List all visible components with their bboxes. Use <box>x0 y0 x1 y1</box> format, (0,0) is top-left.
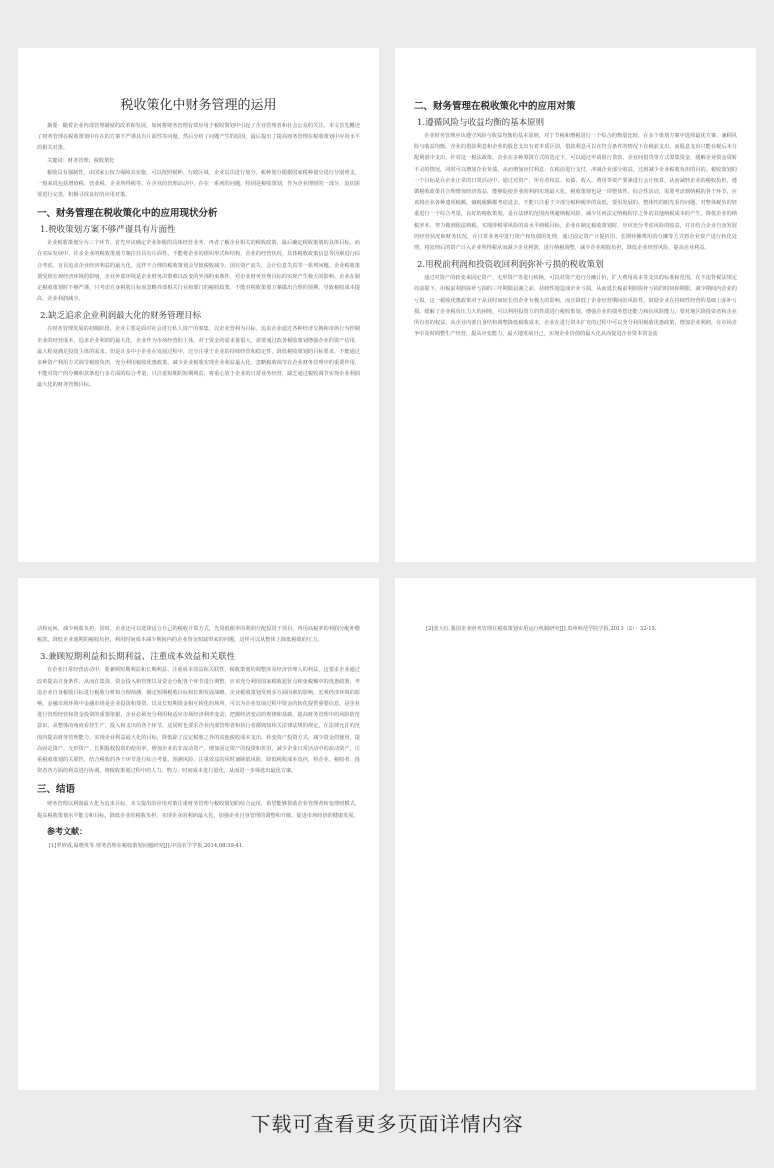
document-title: 税收策化中财务管理的运用 <box>120 98 277 113</box>
body-paragraph: 动和运转，减少税收负担，同时，企业还可以选择适合自己的税收计算方式，先用低税率的利润分配投资于项目，再用高税率的利润分配补缴税款，降低企业通期的税收负担，利用时间成本减少期间内的企业资金短缺带来的问题，这样可以从整体上降低税收的压力。 <box>37 626 360 644</box>
subsection-heading: 2.缺乏追求企业利润最大化的财务管理目标 <box>40 311 202 322</box>
section-heading: 二、财务管理在税收策化中的应用对策 <box>414 101 576 112</box>
references-heading: 参考文献： <box>47 826 87 836</box>
body-paragraph: 通过对资产的转变来固定资产、无形资产等进行转换，可以对资产进行分摊计价，扩大费用成本等支出的标准和范围，在不违背税法规定的前提下，用税前利润弥补亏损的三年期限届满之前，持续性地造成企业亏损，从而延长税前利润弥补亏损的时间和期限，减少期间内企业的亏损，这一税收优惠政策对于从业时间较长的企业有极大的影响，而且降低了企业经营期间的风险性，鼓励企业在持续性经营的基础上弥补亏损，缓解了企业税负压力大的困境，可以利用投资方的性质进行税收策划，增强企业的债务偿还能力和抗风险能力，要对地区降投资者和企业所有者的权益，从企业内部自身结构调整降低税收成本，企业在进行资本扩充的过程中可以充分利用税收优惠政策，增加企业利润，在市场竞争中及时调整生产经营，提高应变能力，最大地发展自己，实现企业价值的最大化从而促进企业资本资金流 <box>414 275 737 338</box>
subsection-heading: 1.税收策划方案不够严谨具有片面性 <box>40 225 176 236</box>
body-paragraph: 企业税收策划分为三个环节，首先应该确定企业涉税的具体经营业务，再者了解企业相关的税收政策，最后确定税收策划的具体目标。而在实际发展中，许多企业的税收策划方案往往具有片面性，不能将企业的组织形式和结构、企业的经营状况、具体税收政策信息等因素进行综合考虑，盲目追求企业经济利益的最大化，这样不合理的税收策划会导致税收减少、国有资产流失、会计信息失真等一系列问题。企业税收策划受到宏观经济环境的影响，企业外部环境是企业财务决策难以改变的外部约束条件，对企业财务管理目标的实现产生极大的影响。企业在制定税收策划时不够严谨，只考虑自身税收目标而忽略外部相关行业和部门的税收政策，不能对税收策划方案做出合理的预期，导致税收成本提高，企业利润减少。 <box>37 240 360 303</box>
reference-item: [1]罗妙成,温晓英等.财务管理在税收策划问题研究[J].中国农学学报,2014,08:39-41. <box>49 842 244 849</box>
section-heading: 一、财务管理在税收策化中的应用现状分析 <box>37 208 218 220</box>
keywords: 关键词：财务管理；税收策化 <box>47 157 115 164</box>
document-page-3 <box>18 578 379 1090</box>
reference-item: [2]张大红.我国企业财务管理在税收策划实用运行机制研究[J].贵州师范学院学报,2013（2）：32-15. <box>426 626 657 632</box>
document-page-2 <box>395 48 756 562</box>
subsection-heading: 3.兼顾短期利益和长期利益、注重成本效益和关联性 <box>40 652 236 663</box>
document-page-4 <box>395 578 756 1090</box>
body-paragraph: 企业财务管理应该遵守风险与收益均衡的基本原则，对于节税和增税进行一个综合的衡量比较，在多个策划方案中选择最优方案，兼顾风险与收益均衡。企业的借款利息和企业的股息支出有着本质区别，借款利息可以在符合条件的情况下在税前支出，而股息支出只能在税后未分配利润中支出，针对这一税法政策，企业在多种筹资方式的选定下，可以通过申请银行贷款、企业间借贷等方式筹集资金，缓解企业资金周转不灵的情况，同时可以增加企业负债，从而增加应付利息，在税前进行支付，冲减企业部分收益，达到减少企业税收负担的目的。税收策划的一个目标是在企业正常的日常活动中，通过对资产、所有者权益、负债、收入、费用等资产要素进行会计核算，从而减轻企业的税收负担，遵循税收政策并合理增加经济效益，能够促使企业的利润实现最大化。税收策划也是一项整体性、综合性活动，需要考虑到纳税的各个环节，应该将企业各种遗项税额，熵税税额都考虑进去，不能只注重于少部分税种税率的高低，要用发展的、整体性的眼光看待问题，对整体税负的轻重进行一个综合考量，良好的税收策划，是在法律的范围内规避纳税风险、减少任何法定纳税程序之外的其他纳税成本的产生，降低企业的纳税率本，努力做到依法纳税，实现涉税零风险的高水平纳税目标，企业在制定税收策划时，应该充分考虑风险的收益，并且结合企业自身发展的经营状况和财务状况，在日常业务中进行资产和负债的处理，通过固定资产计提折旧、长期待摊费用的分摊等方式将企业资产进行转化处理，将处理后的资产计入企业所得税从而减少企业利润，进行纳税调整，减少企业税收负担，降低企业经营风险，提高企业利益。 <box>414 133 737 252</box>
abstract: 摘要：随着企业内部管理制度的改革和发展，如何将财务管理有效应用于税收策划中引起了企业管理者和社会公众的关注。本文首先概述了财务管理在税收策划中存在的方案不严谨具有片面性等问题，然后分析了问题产生的原因，最后提出了提高财务管理在税收策划中应用水平的相关对策。 <box>37 123 360 152</box>
document-page-1 <box>18 48 379 562</box>
subsection-heading: 1.遵循风险与收益均衡的基本原则 <box>417 118 545 128</box>
download-more-link[interactable]: 下载可查看更多页面详情内容 <box>250 1112 524 1136</box>
section-heading: 三、结语 <box>37 784 76 796</box>
subsection-heading: 2.用税前利润和投资收回利润弥补亏损的税收策划 <box>417 260 604 271</box>
intro-paragraph: 税收具有强制性，由国家公权力保障其实施，可以按照税种、行政区域、企业层次进行划分。税种划分根据国家税种划分进行分别列支，一般来说包括增值税、营业税、企业所得税等。在企业的管理活动中，存在一系列的问题，特别是税收策划，作为企业理财的一部分，追切需要进行完善，积极寻找良好的应用对策。 <box>37 169 360 199</box>
body-paragraph: 在财务管理发展的初级阶段，企业主要是面对社会进行私人资产的筹集，以企业营利为目标，追求企业通过各种经济交换和市场行为控制企业的经营成本，追求企业利润的最大化，企业作为市场经营的主体，对于资金的需求量很大，需要通过改善税收策划增强企业的资产信用，最大程度满足投资主体的需求。但是许多中小企业在发展过程中，过分注重于企业的持续经营和稳定性，降低税收策划的目标要求，不能通过多种资产利用方式调节税收负担，充分利用税收优惠政策，减少企业税收实现企业利益最大化。忽略税收调节在企业财务管理中的重要作用，不能对资产的分摊和款条进行多方面的综合考量，只注重短期的短期利益，将重心放于企业的日常业务经营，缺乏通过税收调节实现企业利润最大化的财务管理目标。 <box>37 326 360 389</box>
conclusion-paragraph: 财务管理以利润最大化为追求目标，本文提出的应用对策注重财务管理与税收策划的综合运用，希望能够帮助企业管理者转变理财模式，提高税收策划水平能力和目标，降低企业的税收负担，实现企业的利润最大化，加强企业自身管理的调整和升级，促进市场经济的健康发展。 <box>37 801 360 819</box>
body-paragraph: 在企业日常经营活动中，要兼顾短期利益和长期利益、注重成本效益和关联性，税收策划的调整涉及经济管理人的利益，这要求企业通过改革提高自身条件，从而在集资、资金投入和管理以及资金分配各个环节进行调整，应该充分利用国家税收起征点和免税额中的优惠政策，考虑企业自身税收目标进行税收分析和合理预测，制定短期税收目标和长期发展战略，企业税收策划受到多方面因素的影响，宏观经济环境的影响，金融市场环境中金融市场是企业投资和筹资，以及长短期资金相互转化的场所，可以为企业发展过程中资金的转化提供重要信息，是企业进行管理经营和资金投资的重要依据，企业必须充分利用和适应市场经济利率变动，把握经济变动的规律和基础，提高财务管理中的风险防范意识，从整体的角度看待生产、投入和支出的各个环节，这同时也要求企业内部管理者和执行者都熟知相关法律法规的规定，在法律允许的范围内提高财务管理能力，实现企业利益最大化的目标，降低除了法定税收之外的其他税收成本支出，转变资产投资方式，减少资金的使用，提高固定资产、无形资产、长期股权投资的使用率，增加企业的非流动资产，增加固定资产的投资和折旧，减少企业日常活动中的流动资产，注重税收策划的关联性，结合税收的各个环节进行综合考量，预测风险，注重效益的同时兼顾低风险，降低税收成本负担，将企业、税收者、投资者各方面的利益进行协调，将税收策划过程中的人力、物力、时间成本进行量化，从而进一步筛选出最优方案。 <box>37 667 360 775</box>
